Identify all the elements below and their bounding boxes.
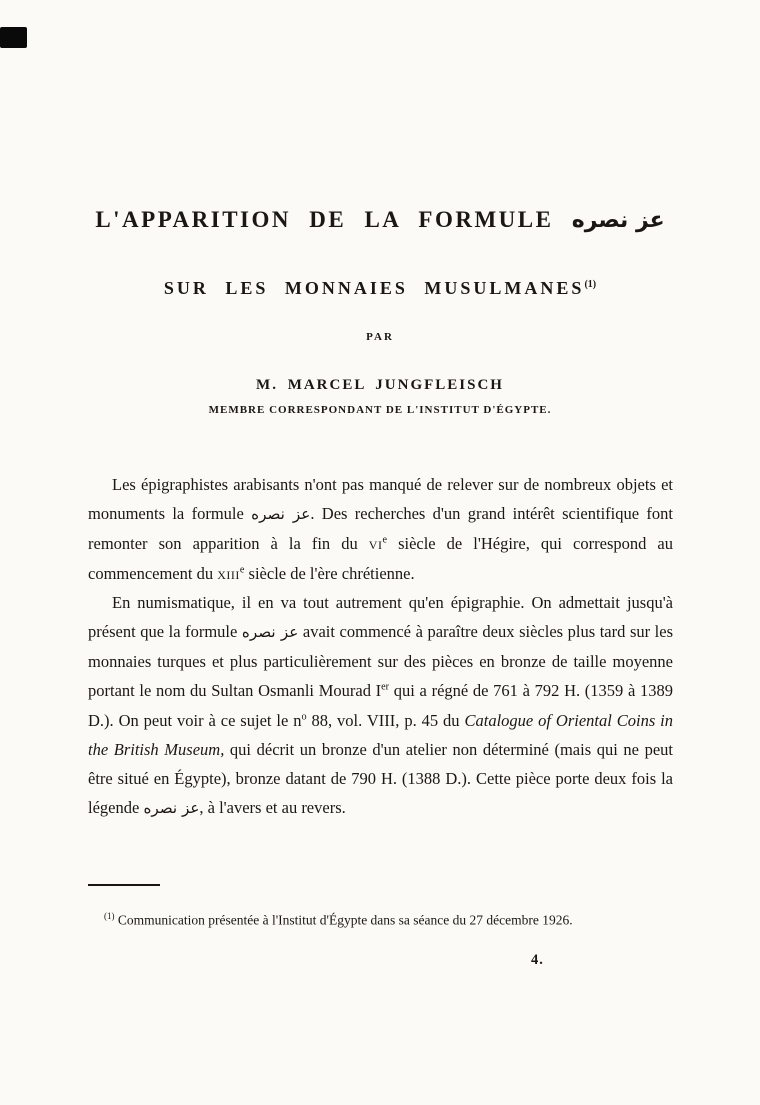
footnote-reference-marker: (1) xyxy=(584,279,597,290)
footnote-marker: (1) xyxy=(104,911,115,921)
body-paragraph-2: En numismatique, il en va tout autrement qu'en épigraphie. On admettait jusqu'à présent que la formule عز نصره avait commencé à paraître deux siècles plus tard sur les monnaies turques et plus particulièrement sur des pièces en bronze de taille moyenne portant le nom du Sultan Osmanli Mourad Ier qui a régné de 761 à 792 H. (1359 à 1389 D.). On peut voir à ce sujet le $n^o$ 88, vol. VIII, p. 45 du Catalogue of Oriental Coins in the British Museum, qui décrit un bronze d'un atelier non déterminé (mais qui ne peut être situé en Égypte), bronze datant de 790 H. (1388 D.). Cette pièce porte deux fois la légende عز نصره, à l'avers et au revers. xyxy=(88,592,674,818)
footnote-divider xyxy=(88,884,160,886)
article-subtitle xyxy=(0,278,760,299)
article-title-text: L'APPARITION DE LA FORMULE xyxy=(95,207,554,232)
scan-artifact-mark xyxy=(0,27,27,48)
page-number: 4. xyxy=(531,952,544,968)
article-body xyxy=(88,470,673,823)
author-affiliation: MEMBRE CORRESPONDANT DE L'INSTITUT D'ÉGYPTE. xyxy=(208,404,552,416)
footnote-text: Communication présentée à l'Institut d'Égypte dans sa séance du 27 décembre 1926. xyxy=(114,912,573,928)
author-name: M. MARCEL JUNGFLEISCH xyxy=(256,377,504,393)
footnote xyxy=(88,901,673,936)
article-title xyxy=(0,207,760,233)
byline-par-label: PAR xyxy=(366,331,394,343)
arabic-formula-title: عز نصره xyxy=(571,208,665,233)
body-paragraph-1: Les épigraphistes arabisants n'ont pas manqué de relever sur de nombreux objets et monuments la formule عز نصره. Des recherches d'un grand intérêt scientifique font remonter son apparition à la fin du $vi^e$ siècle de l'Hégire, qui correspond au commencement du xiii$^e$ siècle de l'ère chrétienne. xyxy=(88,475,673,583)
article-subtitle-text: SUR LES MONNAIES MUSULMANES xyxy=(163,278,585,298)
